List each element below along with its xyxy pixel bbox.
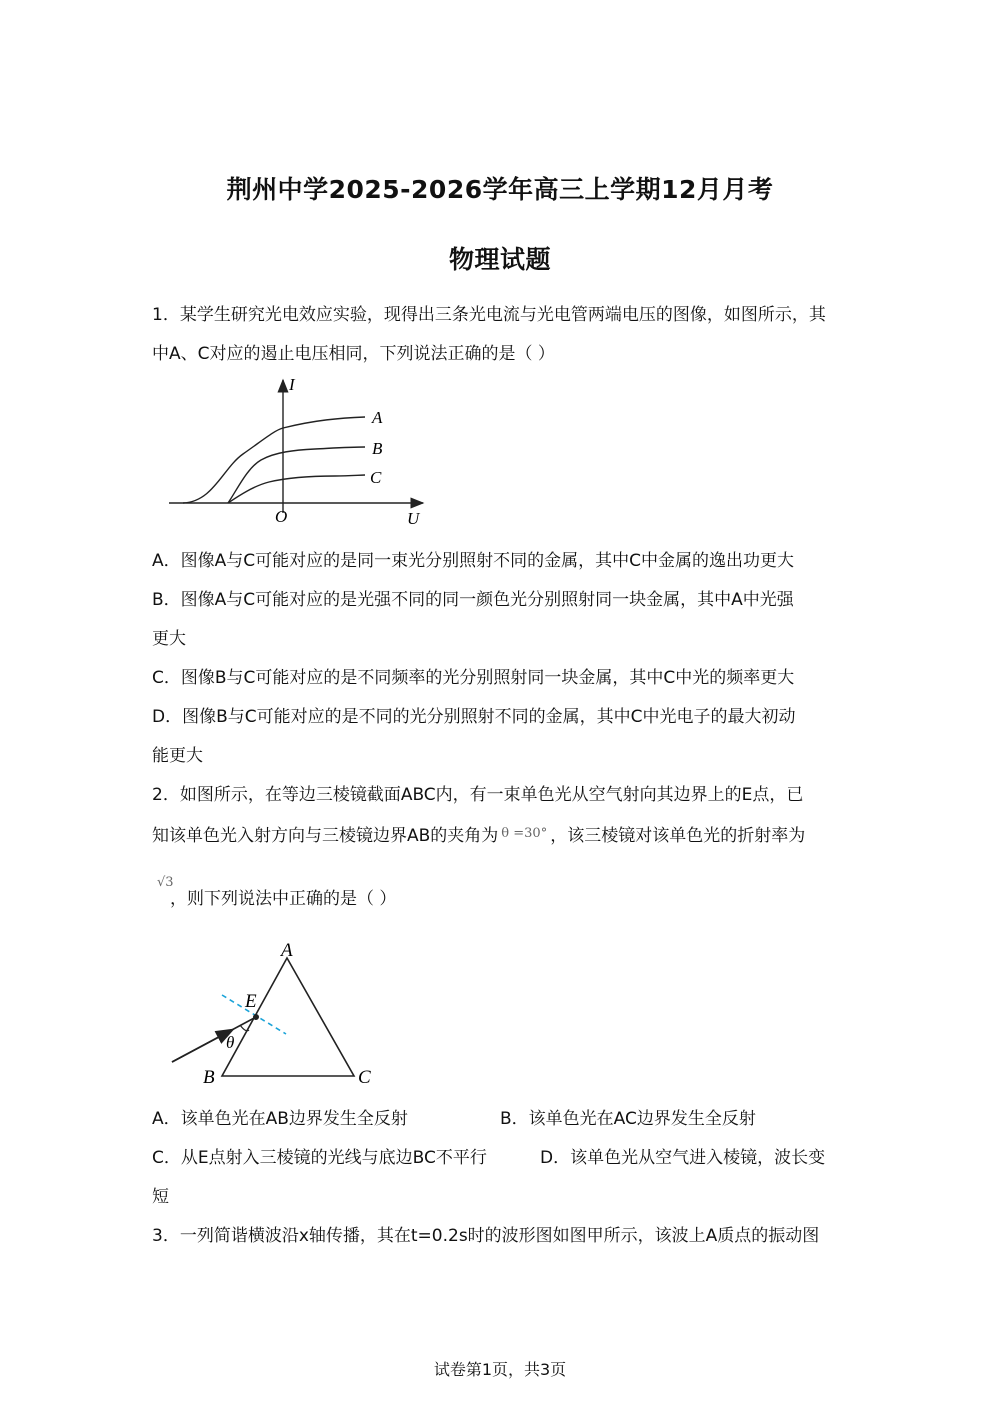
exam-title: 荆州中学2025-2026学年高三上学期12月月考 [226,175,774,204]
vertex-c-label: C [358,1067,371,1088]
point-e-label: E [245,991,257,1012]
q2-stem-line2-a: 知该单色光入射方向与三棱镜边界AB的夹角为 [152,826,499,846]
u-axis-label: U [407,509,420,528]
point-e [253,1014,259,1020]
q1-option-b-line1: B．图像A与C可能对应的是光强不同的同一颜色光分别照射同一块金属，其中A中光强 [152,590,794,610]
q2-stem-line2-b: ，该三棱镜对该单色光的折射率为 [550,826,806,846]
curve-b [228,447,365,503]
vertex-a-label: A [281,940,293,961]
q2-option-b: B．该单色光在AC边界发生全反射 [500,1109,756,1129]
q3-stem-line1: 3．一列简谐横波沿x轴传播，其在t=0.2s时的波形图如图甲所示，该波上A质点的振动图 [152,1226,820,1246]
q2-option-a: A．该单色光在AB边界发生全反射 [152,1109,408,1129]
page-footer: 试卷第1页，共3页 [433,1360,567,1379]
curve-a-label: A [372,408,383,427]
q1-stem-line1: 1．某学生研究光电效应实验，现得出三条光电流与光电管两端电压的图像，如图所示，其 [152,305,826,325]
sqrt-expression: √3 [157,875,174,890]
origin-label: O [275,507,288,526]
curve-c [228,475,365,503]
q2-stem-line1: 2．如图所示，在等边三棱镜截面ABC内，有一束单色光从空气射向其边界上的E点，已 [152,785,804,805]
q1-option-a: A．图像A与C可能对应的是同一束光分别照射不同的金属，其中C中金属的逸出功更大 [152,551,794,571]
q2-prism-figure [160,935,390,1095]
q2-option-c: C．从E点射入三棱镜的光线与底边BC不平行 [152,1148,487,1168]
q1-option-d-line1: D．图像B与C可能对应的是不同的光分别照射不同的金属，其中C中光电子的最大初动 [152,707,796,727]
q1-iu-graph [165,372,435,532]
q1-option-c: C．图像B与C可能对应的是不同频率的光分别照射同一块金属，其中C中光的频率更大 [152,668,795,688]
theta-expression: θ =30° [501,826,548,841]
prism-triangle [222,958,354,1076]
theta-label: θ [226,1033,235,1052]
q1-stem-line2: 中A、C对应的遏止电压相同，下列说法正确的是（ ） [152,344,555,364]
q2-option-d-line1: D．该单色光从空气进入棱镜，波长变 [540,1148,826,1168]
q2-stem-line3: ，则下列说法中正确的是（ ） [170,889,397,909]
q2-option-d-line2: 短 [152,1187,169,1207]
curve-b-label: B [372,439,383,458]
incident-arrow [172,1030,235,1062]
curve-a [183,417,365,503]
i-axis-label: I [289,375,295,394]
q1-option-d-line2: 能更大 [152,746,203,766]
curve-c-label: C [370,468,382,487]
q1-option-b-line2: 更大 [152,629,186,649]
q2-stem-line2 [152,823,852,847]
exam-subtitle: 物理试题 [448,245,551,274]
vertex-b-label: B [203,1067,215,1088]
